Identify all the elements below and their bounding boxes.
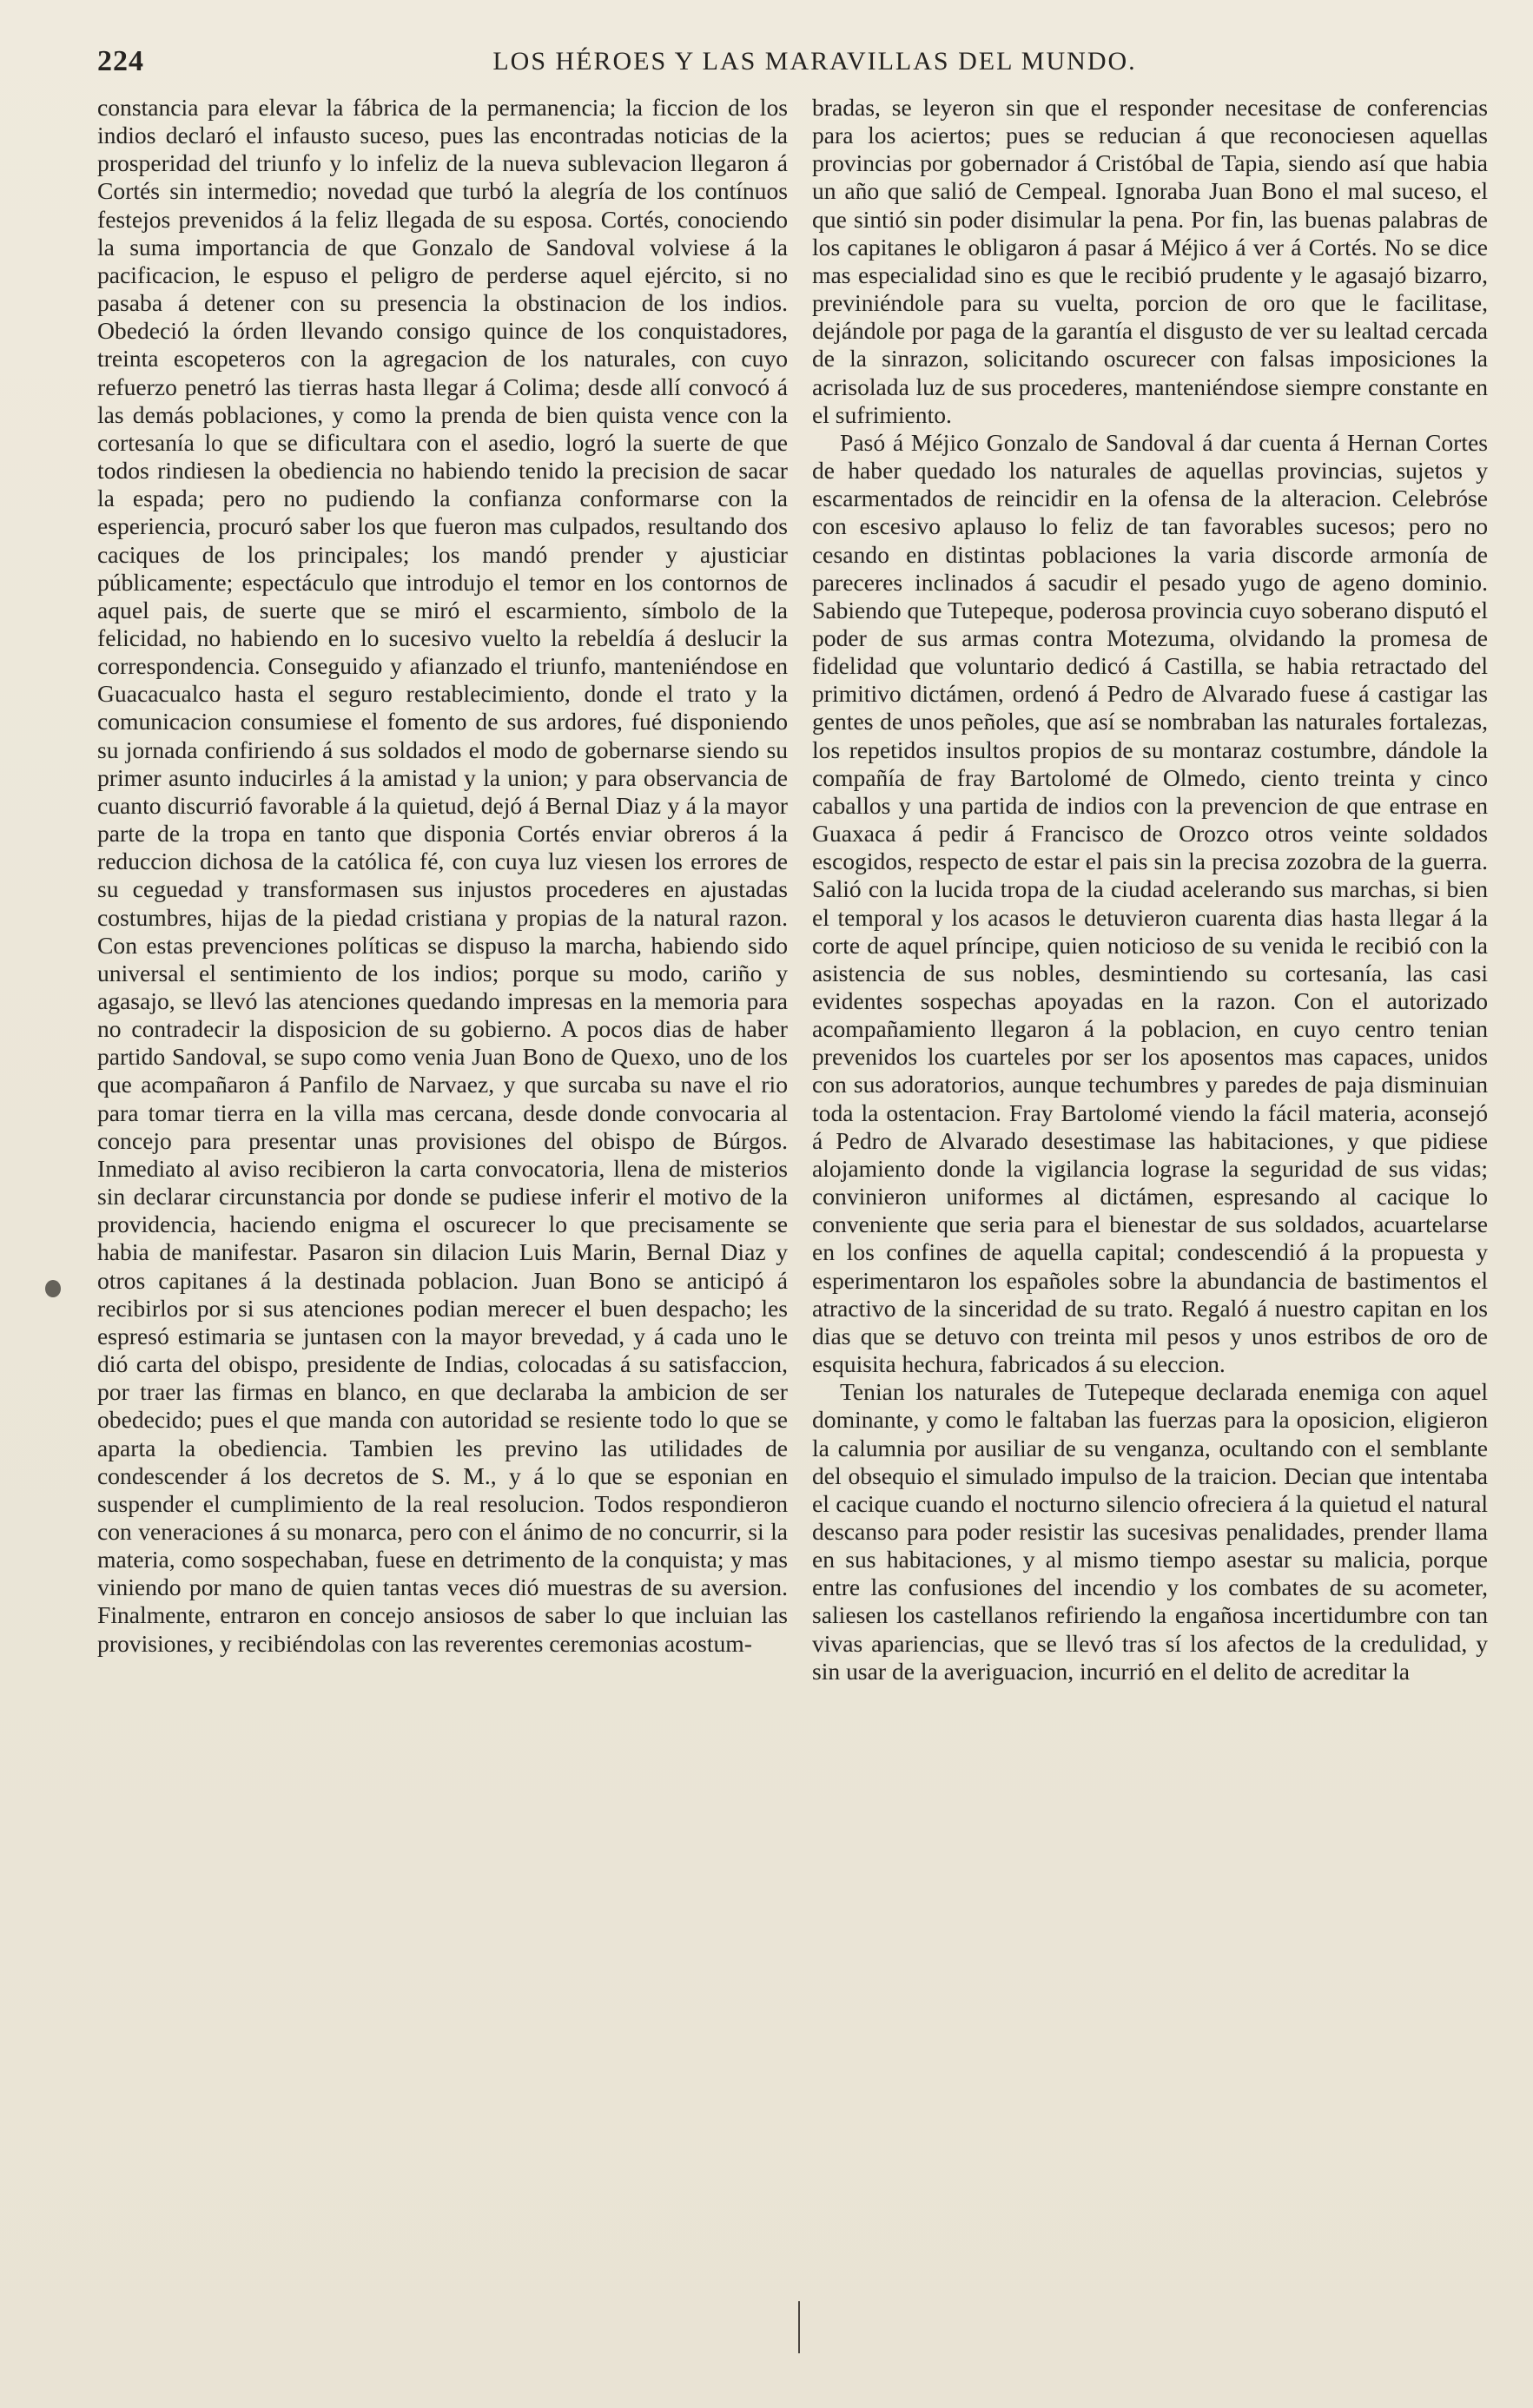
left-paragraph-1: constancia para elevar la fábrica de la permanencia; la ficcion de los indios declaró el infausto suceso, pues las encontradas noticias de la prosperidad del triunfo y lo infeliz de la nueva sublevacion llegaron á Cortés sin intermedio; novedad que turbó la alegría de los contínuos festejos prevenidos á la feliz llegada de su esposa. Cortés, conociendo la suma importancia de que Gonzalo de Sandoval volviese á la pacificacion, le espuso el peligro de perderse aquel ejército, si no pasaba á detener con su presencia la obstinacion de los indios. Obedeció la órden llevando consigo quince de los conquistadores, treinta escopeteros con la agregacion de los naturales, con cuyo refuerzo penetró las tierras hasta llegar á Colima; desde allí convocó á las demás poblaciones, y como la prenda de bien quista vence con la cortesanía lo que se dificultara con el asedio, logró la suerte de que todos rindiesen la obediencia no habiendo tenido la precision de sacar la espada; pero no pudiendo la confianza conformarse con la esperiencia, procuró saber los que fueron mas culpados, resultando dos caciques de los principales; los mandó prender y ajusticiar públicamente; espectáculo que introdujo el temor en los contornos de aquel pais, de suerte que se miró el escarmiento, símbolo de la felicidad, no habiendo en lo sucesivo vuelto la rebeldía á deslucir la correspondencia. Conseguido y afianzado el triunfo, manteniéndose en Guacacualco hasta el seguro restablecimiento, donde el trato y la comunicacion consumiese el fomento de sus ardores, fué disponiendo su jornada confiriendo á sus soldados el modo de gobernarse siendo su primer asunto inducirles á la amistad y la union; y para observancia de cuanto discurrió favorable á la quietud, dejó á Bernal Diaz y á la mayor parte de la tropa en tanto que disponia Cortés enviar obreros á la reduccion dichosa de la católica fé, con cuya luz viesen los errores de su ceguedad y transformasen sus injustos procederes en ajustadas costumbres, hijas de la piedad cristiana y propias de la natural razon. Con estas prevenciones políticas se dispuso la marcha, habiendo sido universal el sentimiento de los indios; porque su modo, cariño y agasajo, se llevó las atenciones quedando impresas en la memoria para no contradecir la disposicion de su gobierno. A pocos dias de haber partido Sandoval, se supo como venia Juan Bono de Quexo, uno de los que acompañaron á Panfilo de Narvaez, y que surcaba su nave el rio para tomar tierra en la villa mas cercana, desde donde convocaria al concejo para presentar unas provisiones del obispo de Búrgos. Inmediato al aviso recibieron la carta convocatoria, llena de misterios sin declarar circunstancia por donde se pudiese inferir el motivo de la providencia, haciendo enigma el oscurecer lo que precisamente se habia de manifestar. Pasaron sin dilacion Luis Marin, Bernal Diaz y otros capitanes á la destinada poblacion. Juan Bono se anticipó á recibirlos por si sus atenciones podian merecer el buen despacho; les espresó estimaria se juntasen con la mayor brevedad, y á cada uno le dió carta del obispo, presidente de Indias, colocadas á su satisfaccion, por traer las firmas en blanco, en que declaraba la ambicion de ser obedecido; pues el que manda con autoridad se resiente todo lo que se aparta la obediencia. Tambien les previno las utilidades de condescender á los decretos de S. M., y á lo que se esponian en suspender el cumplimiento de la real resolucion. Todos respondieron con veneraciones á su monarca, pero con el ánimo de no concurrir, si la materia, como sospechaban, fuese en detrimento de la conquista; y mas viniendo por mano de quien tantas veces dió muestras de su aversion. Finalmente, entraron en concejo ansiosos de saber lo que incluian las provisiones, y recibiéndolas con las reverentes ceremonias acostum- (97, 94, 788, 1657)
right-paragraph-2: Pasó á Méjico Gonzalo de Sandoval á dar cuenta á Hernan Cortes de haber quedado los naturales de aquellas provincias, sujetos y escarmentados de reincidir en la ofensa de la alteracion. Celebróse con escesivo aplauso lo feliz de tan favorables sucesos; pero no cesando en distintas poblaciones la varia discorde armonía de pareceres inclinados á sacudir el pesado yugo de ageno dominio. Sabiendo que Tutepeque, poderosa provincia cuyo soberano disputó el poder de sus armas contra Motezuma, olvidando la promesa de fidelidad que voluntario dedicó á Castilla, se habia retractado del primitivo dictámen, ordenó á Pedro de Alvarado fuese á castigar las gentes de unos peñoles, que así se nombraban las naturales fortalezas, los repetidos insultos propios de su montaraz costumbre, dándole la compañía de fray Bartolomé de Olmedo, ciento treinta y cinco caballos y una partida de indios con la prevencion de que entrase en Guaxaca á pedir á Francisco de Orozco otros veinte soldados escogidos, respecto de estar el pais sin la precisa zozobra de la guerra. Salió con la lucida tropa de la ciudad acelerando sus marchas, si bien el temporal y los acasos le detuvieron cuarenta dias hasta llegar á la corte de aquel príncipe, quien noticioso de su venida le recibió con la asistencia de sus nobles, desmintiendo su cortesanía, las casi evidentes sospechas apoyadas en la razon. Con el autorizado acompañamiento llegaron á la poblacion, en cuyo centro tenian prevenidos los cuarteles por ser los aposentos mas capaces, unidos con sus adoratorios, aunque techumbres y paredes de paja disminuian toda la ostentacion. Fray Bartolomé viendo la fácil materia, aconsejó á Pedro de Alvarado desestimase las habitaciones, y que pidiese alojamiento donde la vigilancia lograse la seguridad de sus vidas; convinieron uniformes al dictámen, espresando al cacique lo conveniente que seria para el bienestar de sus soldados, acuartelarse en los confines de aquella capital; condescendió á la propuesta y esperimentaron los españoles sobre la abundancia de bastimentos el atractivo de la sinceridad de su trato. Regaló á nuestro capitan en los dias que se detuvo con treinta mil pesos y unos estribos de oro de esquisita hechura, fabricados á su eleccion. (812, 428, 1488, 1378)
right-paragraph-1: bradas, se leyeron sin que el responder necesitase de conferencias para los aciertos; pues se reducian á que reconociesen aquellas provincias por gobernador á Cristóbal de Tapia, siendo así que habia un año que salió de Cempeal. Ignoraba Juan Bono el mal suceso, el que sintió sin poder disimular la pena. Por fin, las buenas palabras de los capitanes le obligaron á pasar á Méjico á ver á Cortés. No se dice mas especialidad sino es que le recibió prudente y le agasajó bizarro, previniéndole para su vuelta, porcion de oro que le facilitase, dejándole por paga de la garantía el disgusto de ver su lealtad cercada de la sinrazon, solicitando oscurecer con falsas imposiciones la acrisolada luz de sus procederes, manteniéndose siempre constante en el sufrimiento. (812, 94, 1488, 428)
right-paragraph-3: Tenian los naturales de Tutepeque declarada enemiga con aquel dominante, y como le faltaban las fuerzas para la oposicion, eligieron la calumnia por ausiliar de su venganza, ocultando con el semblante del obsequio el simulado impulso de la traicion. Decian que intentaba el cacique cuando el nocturno silencio ofreciera á la quietud el natural descanso para poder resistir las sucesivas penalidades, prender llama en sus habitaciones, y al mismo tiempo asestar su malicia, porque entre las confusiones del incendio y los combates de su acometer, saliesen los castellanos refiriendo la engañosa incertidumbre con tan vivas apariencias, que se llevó tras sí los afectos de la credulidad, y sin usar de la averiguacion, incurrió en el delito de acreditar la (812, 1378, 1488, 1685)
running-title: LOS HÉROES Y LAS MARAVILLAS DEL MUNDO. (492, 47, 1137, 76)
page-number: 224 (97, 45, 144, 77)
ink-blot (45, 1280, 61, 1297)
right-column (812, 94, 1488, 1686)
column-divider (798, 2301, 800, 2353)
page-header (97, 45, 1480, 83)
left-column (97, 94, 788, 1658)
